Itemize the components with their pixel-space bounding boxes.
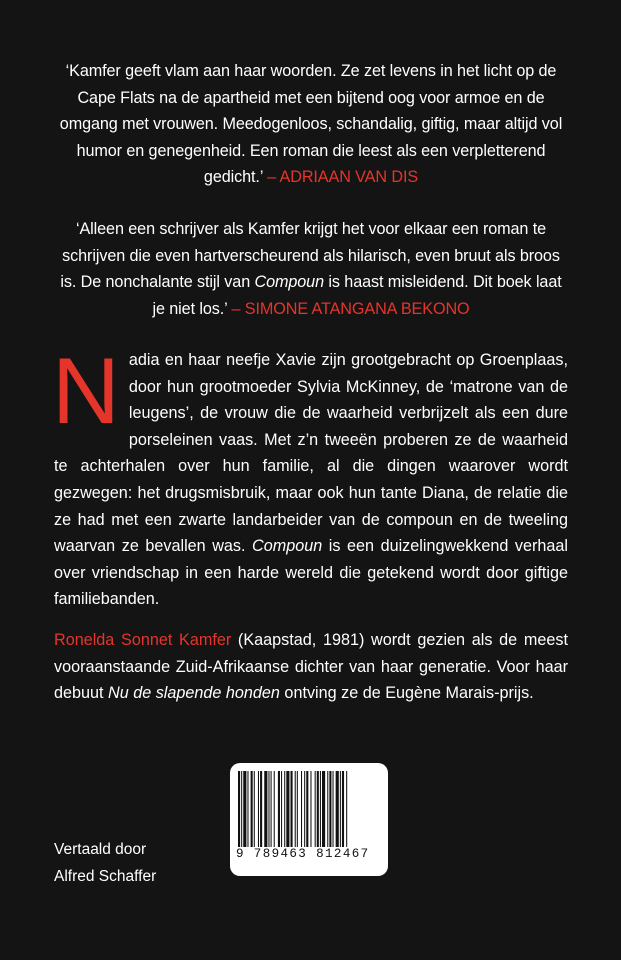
barcode-bar [274, 771, 275, 847]
quote2-title: Compoun [254, 273, 324, 291]
barcode-bar [243, 771, 246, 847]
barcode-bar [258, 771, 259, 847]
barcode-bar [295, 771, 296, 847]
quote1-text: ‘Kamfer geeft vlam aan haar woorden. Ze zet levens in het licht op de Cape Flats na de apartheid met een bijtend oog voor armoe en de omgang met vrouwen. Meedogenloos, schandalig, giftig, maar altijd vol humor en genegenheid. Een roman die leest als een verpletterend gedicht.’ [59, 62, 563, 186]
barcode-bar [342, 771, 344, 847]
barcode-bar [315, 771, 316, 847]
barcode-bar [281, 771, 282, 847]
quote-simone-atangana-bekono [55, 216, 567, 322]
synopsis-text-after: is een duizelingwekkend verhaal over vriendschap in een harde wereld die getekend wordt door giftige familiebanden. [54, 537, 568, 609]
barcode-bar [329, 771, 331, 847]
author-bio [54, 627, 568, 707]
barcode-bar [284, 771, 285, 847]
barcode-bar [336, 771, 339, 847]
translator-name: Alfred Schaffer [54, 868, 157, 885]
barcode-bar [291, 771, 293, 847]
barcode-bar [304, 771, 305, 847]
barcode-bar [310, 771, 311, 847]
quote1-author: – ADRIAAN VAN DIS [267, 168, 419, 186]
barcode-bar [264, 771, 267, 847]
barcode-bar [306, 771, 308, 847]
barcode-bar [251, 771, 253, 847]
barcode [230, 763, 388, 876]
barcode-bar [301, 771, 302, 847]
barcode-bar [333, 771, 334, 847]
synopsis-title: Compoun [252, 537, 323, 556]
bio-text-after: ontving ze de Eugène Marais-prijs. [279, 684, 534, 703]
barcode-bar [297, 771, 298, 847]
quote2-text-after: is haast misleidend. Dit boek laat je niet los.’ [152, 273, 562, 318]
translator-label: Vertaald door [54, 841, 147, 858]
barcode-bar [247, 771, 248, 847]
translator-credit [54, 836, 156, 890]
drop-cap: N [52, 338, 120, 443]
barcode-bar [238, 771, 240, 847]
author-name: Ronelda Sonnet Kamfer [54, 631, 232, 649]
bio-debut-title: Nu de slapende honden [108, 684, 280, 703]
barcode-bar [346, 771, 347, 847]
barcode-bars [236, 771, 382, 847]
barcode-bar [317, 771, 319, 847]
synopsis [52, 338, 568, 613]
isbn-number: 9 789463 812467 [236, 847, 370, 861]
quote-adriaan-van-dis [55, 58, 567, 191]
synopsis-text-before: adia en haar neefje Xavie zijn grootgebracht op Groenplaas, door hun grootmoeder Sylvia McKinney, de ‘matrone van de leugens’, de vrouw die de waarheid verbrijzelt als een dure porseleinen vaas. Met z’n tweeën proberen ze de waarheid te achterhalen over hun familie, al die dingen waarover wordt gezwegen: het drugsmisbruik, maar ook hun tante Diana, de relatie die ze had met een zwarte landarbeider van de compoun en de tweeling waarvan ze bevallen was. [54, 351, 568, 556]
barcode-bar [278, 771, 280, 847]
barcode-bar [322, 771, 325, 847]
barcode-bar [327, 771, 328, 847]
quote2-text-before: ‘Alleen een schrijver als Kamfer krijgt het voor elkaar een roman te schrijven die even hartverscheurend als hilarisch, even bruut als broos is. De nonchalante stijl van [60, 220, 560, 291]
bio-text-before: (Kaapstad, 1981) wordt gezien als de meest vooraanstaande Zuid-Afrikaanse dichter van haar generatie. Voor haar debuut [54, 631, 568, 703]
barcode-bar [271, 771, 272, 847]
barcode-bar [286, 771, 289, 847]
barcode-bar [268, 771, 269, 847]
barcode-bar [254, 771, 255, 847]
barcode-bar [320, 771, 321, 847]
quote2-author: – SIMONE ATANGANA BEKONO [231, 299, 470, 318]
barcode-bar [340, 771, 341, 847]
barcode-bar [260, 771, 262, 847]
barcode-bar [241, 771, 242, 847]
